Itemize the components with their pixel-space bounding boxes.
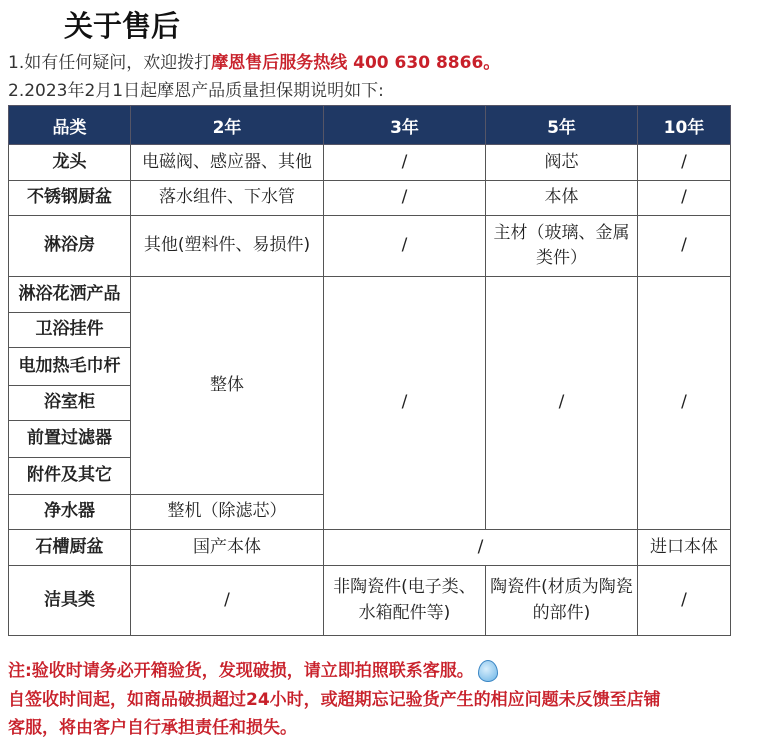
cell-merged-2y: 整体: [131, 277, 324, 495]
note-1-text: 注:验收时请务必开箱验货，发现破损，请立即拍照联系客服。: [8, 661, 474, 681]
cell: 非陶瓷件(电子类、水箱配件等): [324, 566, 486, 636]
cell-category: 洁具类: [9, 566, 131, 636]
cell: 落水组件、下水管: [131, 181, 324, 216]
page-title: 关于售后: [64, 9, 181, 43]
hotline-number: 摩恩售后服务热线 400 630 8866。: [211, 53, 501, 73]
cell: 进口本体: [638, 530, 731, 566]
cell-merged-3y: /: [324, 277, 486, 530]
cell: 电磁阀、感应器、其他: [131, 145, 324, 181]
cell: 阀芯: [486, 145, 638, 181]
header-3y: 3年: [324, 106, 486, 145]
table-row: [9, 145, 731, 181]
header-category: 品类: [9, 106, 131, 145]
cell: /: [638, 566, 731, 636]
header-5y: 5年: [486, 106, 638, 145]
table-row: [9, 216, 731, 277]
table-header: [9, 106, 731, 145]
cell: 陶瓷件(材质为陶瓷的部件): [486, 566, 638, 636]
cell: /: [131, 566, 324, 636]
cell: /: [638, 181, 731, 216]
hotline-prefix: 1.如有任何疑问，欢迎拨打: [8, 53, 212, 73]
cell: /: [324, 216, 486, 277]
table-row: [9, 181, 731, 216]
table-row: [9, 277, 731, 313]
cell-category: 龙头: [9, 145, 131, 181]
header-2y: 2年: [131, 106, 324, 145]
cell: 整机（除滤芯）: [131, 495, 324, 530]
warranty-table: [8, 105, 731, 636]
table-row: [9, 566, 731, 636]
cell-category: 净水器: [9, 495, 131, 530]
cell: /: [324, 145, 486, 181]
cell: /: [638, 216, 731, 277]
cell: /: [324, 181, 486, 216]
warranty-intro: 2.2023年2月1日起摩恩产品质量担保期说明如下:: [8, 81, 384, 101]
cell-category: 前置过滤器: [9, 421, 131, 458]
cell-category: 不锈钢厨盆: [9, 181, 131, 216]
cell-category: 卫浴挂件: [9, 313, 131, 348]
cell: /: [638, 145, 731, 181]
cell-category: 浴室柜: [9, 386, 131, 421]
cell-category: 淋浴花洒产品: [9, 277, 131, 313]
note-3: 客服，将由客户自行承担责任和损失。: [8, 718, 297, 738]
cell-category: 淋浴房: [9, 216, 131, 277]
water-drop-emoji-icon: [478, 660, 498, 682]
cell-category: 电加热毛巾杆: [9, 348, 131, 386]
cell: 本体: [486, 181, 638, 216]
cell: 主材（玻璃、金属类件）: [486, 216, 638, 277]
note-1: [8, 656, 498, 682]
cell-merged-10y: /: [638, 277, 731, 530]
note-2: 自签收时间起，如商品破损超过24小时，或超期忘记验货产生的相应问题未反馈至店铺: [8, 690, 661, 710]
cell-category: 附件及其它: [9, 458, 131, 495]
cell-merged-5y: /: [486, 277, 638, 530]
cell: 其他(塑料件、易损件): [131, 216, 324, 277]
header-10y: 10年: [638, 106, 731, 145]
table-row: [9, 530, 731, 566]
cell-category: 石槽厨盆: [9, 530, 131, 566]
cell-merged: /: [324, 530, 638, 566]
hotline-line: [8, 48, 500, 73]
cell: 国产本体: [131, 530, 324, 566]
